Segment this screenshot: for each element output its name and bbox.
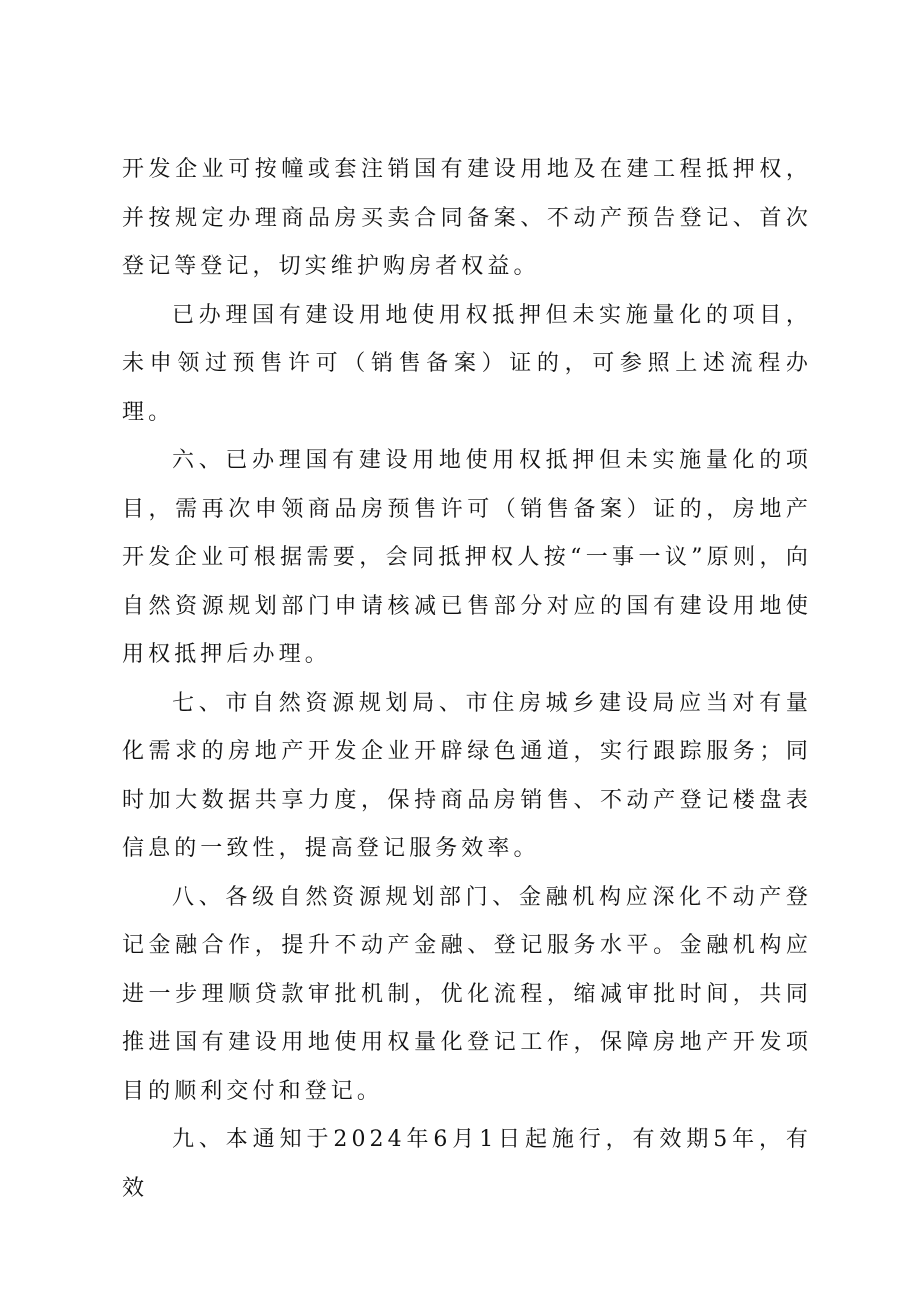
- paragraph-continuation: 开发企业可按幢或套注销国有建设用地及在建工程抵押权，并按规定办理商品房买卖合同备案、不动产预告登记、首次登记等登记，切实维护购房者权益。: [122, 157, 812, 279]
- paragraph-item-seven: 七、市自然资源规划局、市住房城乡建设局应当对有量化需求的房地产开发企业开辟绿色通道，实行跟踪服务；同时加大数据共享力度，保持商品房销售、不动产登记楼盘表信息的一致性，提高登记服务效率。: [122, 690, 812, 861]
- paragraph-item-eight: 八、各级自然资源规划部门、金融机构应深化不动产登记金融合作，提升不动产金融、登记服务水平。金融机构应进一步理顺贷款审批机制，优化流程，缩减审批时间，共同推进国有建设用地使用权量化登记工作，保障房地产开发项目的顺利交付和登记。: [122, 884, 812, 1104]
- document-body: [122, 146, 812, 1213]
- paragraph-item-six: 六、已办理国有建设用地使用权抵押但未实施量化的项目，需再次申领商品房预售许可（销售备案）证的，房地产开发企业可根据需要，会同抵押权人按“一事一议”原则，向自然资源规划部门申请核减已售部分对应的国有建设用地使用权抵押后办理。: [122, 448, 812, 667]
- paragraph-unquantified-projects: 已办理国有建设用地使用权抵押但未实施量化的项目，未申领过预售许可（销售备案）证的，可参照上述流程办理。: [122, 302, 812, 425]
- paragraph-item-nine: 九、本通知于2024年6月1日起施行，有效期5年，有效: [122, 1127, 812, 1201]
